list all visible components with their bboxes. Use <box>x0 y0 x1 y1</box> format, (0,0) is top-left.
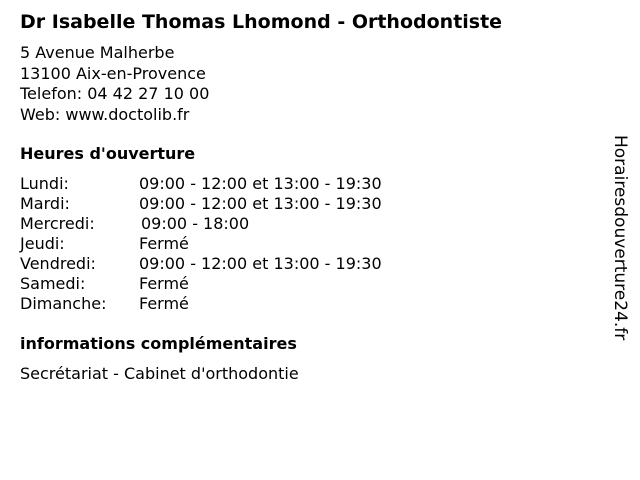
website: Web: www.doctolib.fr <box>20 104 190 124</box>
day-label-wednesday: Mercredi: <box>20 214 95 233</box>
hours-value-friday: 09:00 - 12:00 et 13:00 - 19:30 <box>139 254 382 273</box>
opening-hours-heading: Heures d'ouverture <box>20 144 196 163</box>
hours-value-wednesday: 09:00 - 18:00 <box>141 214 250 233</box>
address-city: 13100 Aix-en-Provence <box>20 63 206 83</box>
address-block <box>20 43 209 125</box>
hours-value-sunday: Fermé <box>139 294 189 313</box>
address-street: 5 Avenue Malherbe <box>20 43 175 62</box>
hours-value-thursday: Fermé <box>139 234 189 253</box>
additional-info-heading: informations complémentaires <box>20 334 297 353</box>
day-label-saturday: Samedi: <box>20 274 86 293</box>
day-label-thursday: Jeudi: <box>20 234 65 253</box>
day-label-monday: Lundi: <box>20 174 69 193</box>
page-title: Dr Isabelle Thomas Lhomond - Orthodontiste <box>20 11 503 33</box>
hours-value-tuesday: 09:00 - 12:00 et 13:00 - 19:30 <box>139 194 382 213</box>
additional-info-text: Secrétariat - Cabinet d'orthodontie <box>20 364 299 383</box>
day-label-tuesday: Mardi: <box>20 194 70 213</box>
day-label-sunday: Dimanche: <box>20 294 107 313</box>
phone-number: Telefon: 04 42 27 10 00 <box>20 84 210 103</box>
site-watermark: Horairesdouverture24.fr <box>610 135 630 341</box>
hours-value-monday: 09:00 - 12:00 et 13:00 - 19:30 <box>139 174 382 193</box>
hours-value-saturday: Fermé <box>139 274 189 293</box>
day-label-friday: Vendredi: <box>20 254 96 273</box>
